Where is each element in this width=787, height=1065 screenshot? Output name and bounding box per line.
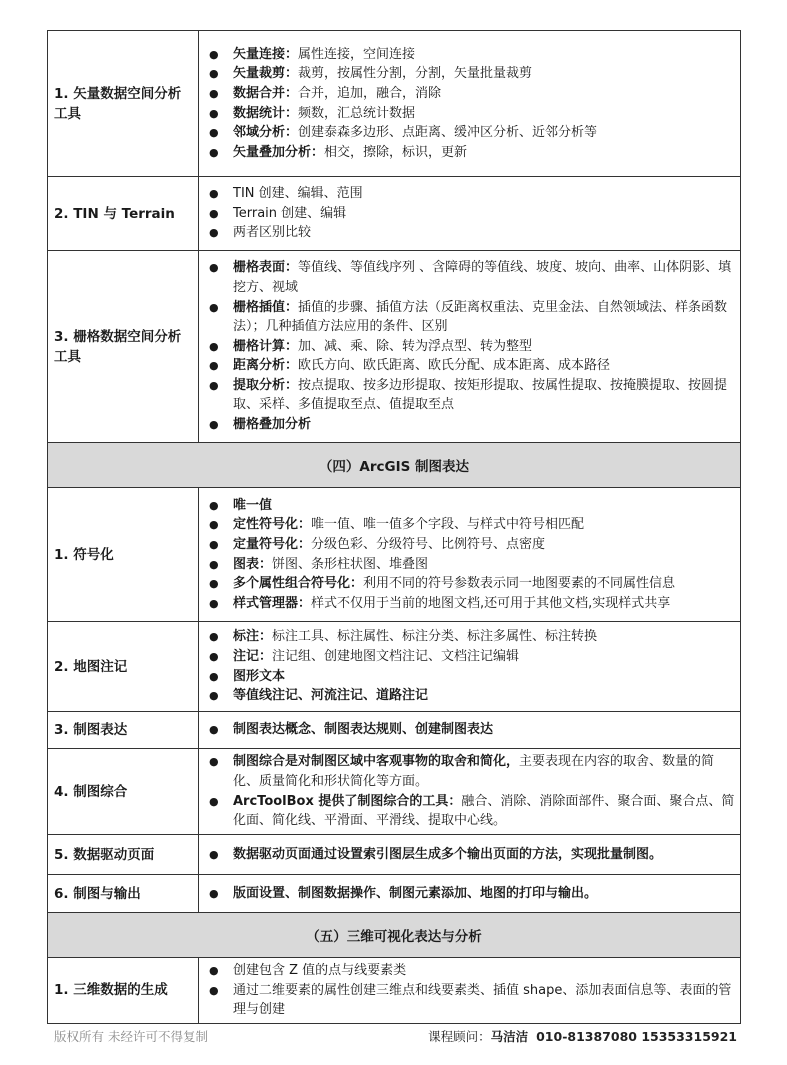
bullet-list (207, 961, 736, 1020)
item-label: 唯一值 (233, 497, 273, 513)
bullet-list (207, 496, 736, 614)
topic-title: 6. 制图与输出 (48, 875, 199, 913)
item-separator: ： (285, 338, 299, 354)
advisor-prefix: 课程顾问： (428, 1029, 491, 1044)
topic-row (48, 177, 741, 251)
bullet-item (207, 515, 736, 535)
bullet-list (207, 752, 736, 830)
item-text: 主要表现在内容的取舍、数量的简化、质量简化和形状简化等方面。 (233, 754, 715, 789)
item-label: 栅格插值 (233, 299, 286, 315)
topic-title: 2. TIN 与 Terrain (48, 177, 199, 251)
bullet-item (207, 594, 736, 614)
item-text: 插值的步骤、插值方法（反距离权重法、克里金法、自然领域法、样条函数法）；几种插值方法应用的条件、区别 (233, 299, 728, 335)
item-label: 图表 (233, 556, 260, 572)
item-separator: ， (506, 754, 520, 770)
item-label: 矢量叠加分析 (233, 144, 312, 160)
bullet-item (207, 356, 736, 376)
item-text: 融合、消除、消除面部件、聚合面、聚合点、简化面、简化线、平滑面、平滑线、提取中心线。 (233, 793, 735, 829)
advisor-name: 马洁洁 (490, 1029, 529, 1044)
item-text: 唯一值、唯一值多个字段、与样式中符号相匹配 (311, 517, 585, 533)
item-label: 数据合并 (233, 85, 286, 101)
item-text: 通过二维要素的属性创建三维点和线要素类、插值 shape、添加表面信息等、表面的管理与创建 (233, 982, 732, 1018)
bullet-item (207, 535, 736, 555)
item-label: 距离分析 (233, 358, 286, 374)
bullet-item (207, 574, 736, 594)
item-label: 栅格叠加分析 (233, 417, 312, 433)
course-advisor (428, 1027, 737, 1045)
bullet-item (207, 555, 736, 575)
bullet-item (207, 981, 736, 1020)
bullet-item (207, 337, 736, 357)
item-text: 样式不仅用于当前的地图文档,还可用于其他文档,实现样式共享 (311, 595, 671, 611)
item-separator: ： (285, 260, 299, 276)
item-text: 按点提取、按多边形提取、按矩形提取、按属性提取、按掩膜提取、按圆提取、采样、多值提取至点、值提取至点 (233, 377, 728, 413)
bullet-item (207, 298, 736, 337)
topic-content (199, 875, 741, 913)
topic-title: 3. 制图表达 (48, 712, 199, 749)
bullet-item (207, 496, 736, 516)
bullet-item (207, 45, 736, 65)
topic-content (199, 749, 741, 835)
item-text: 属性连接，空间连接 (298, 46, 416, 62)
topic-title: 5. 数据驱动页面 (48, 835, 199, 875)
item-text: TIN 创建、编辑、范围 (233, 186, 363, 202)
item-text: 等值线、等值线序列 、含障碍的等值线、坡度、坡向、曲率、山体阴影、填挖方、视域 (233, 260, 732, 295)
topic-content (199, 712, 741, 749)
bullet-list (207, 884, 736, 904)
item-separator: ： (285, 377, 299, 393)
bullet-item (207, 123, 736, 143)
bullet-item (207, 627, 736, 647)
item-label: 数据统计 (233, 105, 286, 121)
bullet-list (207, 258, 736, 434)
bullet-list (207, 45, 736, 163)
item-separator: ： (259, 648, 273, 664)
item-text: 标注工具、标注属性、标注分类、标注多属性、标注转换 (272, 629, 598, 645)
topic-content (199, 31, 741, 177)
topic-title: 2. 地图注记 (48, 622, 199, 712)
item-label: 栅格表面 (233, 260, 286, 276)
section-header-row (48, 443, 741, 488)
bullet-item (207, 143, 736, 163)
item-separator: ： (259, 629, 273, 645)
item-text: 欧氏方向、欧氏距离、欧氏分配、成本距离、成本路径 (298, 358, 611, 374)
item-separator: ： (285, 85, 299, 101)
item-separator: ： (298, 536, 312, 552)
item-text: 分级色彩、分级符号、比例符号、点密度 (311, 536, 546, 552)
advisor-phones: 010-81387080 15353315921 (536, 1029, 737, 1044)
item-text: 两者区别比较 (233, 225, 312, 241)
bullet-item (207, 104, 736, 124)
item-label: 等值线注记、河流注记、道路注记 (233, 688, 429, 704)
section-title: （四）ArcGIS 制图表达 (48, 443, 741, 488)
item-label: 制图表达概念、制图表达规则、创建制图表达 (233, 722, 494, 738)
topic-row (48, 958, 741, 1024)
topic-row (48, 251, 741, 443)
topic-row (48, 31, 741, 177)
bullet-item (207, 792, 736, 831)
topic-row (48, 488, 741, 622)
bullet-list (207, 720, 736, 740)
item-text: 加、减、乘、除、转为浮点型、转为整型 (298, 338, 533, 354)
bullet-item (207, 752, 736, 791)
bullet-item (207, 204, 736, 224)
item-text: 创建泰森多边形、点距离、缓冲区分析、近邻分析等 (298, 125, 598, 141)
bullet-item (207, 686, 736, 706)
item-separator: ： (285, 46, 299, 62)
item-label: 多个属性组合符号化 (233, 576, 351, 592)
item-separator: ： (448, 793, 462, 809)
topic-row (48, 622, 741, 712)
item-label: 标注 (233, 629, 260, 645)
item-separator: ： (298, 517, 312, 533)
topic-content (199, 177, 741, 251)
item-separator: ： (285, 358, 299, 374)
item-label: 注记 (233, 648, 260, 664)
bullet-item (207, 647, 736, 667)
bullet-list (207, 845, 736, 865)
item-separator: ： (285, 105, 299, 121)
item-text: 频数，汇总统计数据 (298, 105, 416, 121)
topic-title: 1. 矢量数据空间分析工具 (48, 31, 199, 177)
bullet-item (207, 376, 736, 415)
topic-content (199, 958, 741, 1024)
item-label: 数据驱动页面通过设置索引图层生成多个输出页面的方法，实现批量制图。 (233, 846, 663, 862)
item-label: 矢量连接 (233, 46, 286, 62)
item-label: ArcToolBox 提供了制图综合的工具 (233, 793, 449, 809)
item-label: 邻域分析 (233, 125, 286, 141)
item-separator: ： (285, 125, 299, 141)
item-text: Terrain 创建、编辑 (233, 205, 347, 221)
bullet-item (207, 258, 736, 297)
item-label: 提取分析 (233, 377, 286, 393)
item-separator: ： (285, 299, 299, 315)
topic-title: 1. 符号化 (48, 488, 199, 622)
topic-row (48, 835, 741, 875)
item-separator: ： (298, 595, 312, 611)
syllabus-table (47, 30, 741, 1024)
item-label: 定性符号化 (233, 517, 299, 533)
item-separator: ： (259, 556, 273, 572)
item-separator: ： (285, 66, 299, 82)
item-text: 饼图、条形柱状图、堆叠图 (272, 556, 429, 572)
item-label: 样式管理器 (233, 595, 299, 611)
copyright-notice: 版权所有 未经许可不得复制 (54, 1029, 208, 1044)
item-text: 利用不同的符号参数表示同一地图要素的不同属性信息 (363, 576, 676, 592)
topic-title: 1. 三维数据的生成 (48, 958, 199, 1024)
topic-content (199, 251, 741, 443)
topic-title: 3. 栅格数据空间分析工具 (48, 251, 199, 443)
item-label: 版面设置、制图数据操作、制图元素添加、地图的打印与输出。 (233, 885, 598, 901)
bullet-item (207, 415, 736, 435)
topic-content (199, 488, 741, 622)
item-text: 创建包含 Z 值的点与线要素类 (233, 963, 407, 978)
bullet-item (207, 961, 736, 981)
bullet-item (207, 84, 736, 104)
bullet-list (207, 184, 736, 243)
bullet-item (207, 223, 736, 243)
bullet-item (207, 720, 736, 740)
topic-title: 4. 制图综合 (48, 749, 199, 835)
item-label: 定量符号化 (233, 536, 299, 552)
bullet-item (207, 884, 736, 904)
section-title: （五）三维可视化表达与分析 (48, 913, 741, 958)
topic-row (48, 875, 741, 913)
item-text: 裁剪，按属性分割，分割，矢量批量裁剪 (298, 66, 533, 82)
item-label: 图形文本 (233, 668, 286, 684)
topic-row (48, 749, 741, 835)
topic-content (199, 835, 741, 875)
bullet-item (207, 845, 736, 865)
section-header-row (48, 913, 741, 958)
item-separator: ： (311, 144, 325, 160)
item-separator: ： (350, 576, 364, 592)
item-text: 合并，追加，融合，消除 (298, 85, 442, 101)
item-label: 矢量裁剪 (233, 66, 286, 82)
bullet-item (207, 184, 736, 204)
bullet-item (207, 64, 736, 84)
bullet-item (207, 667, 736, 687)
topic-content (199, 622, 741, 712)
item-text: 相交，擦除，标识，更新 (324, 144, 468, 160)
syllabus-body (48, 31, 741, 1024)
item-label: 制图综合是对制图区域中客观事物的取舍和简化 (233, 754, 507, 770)
bullet-list (207, 627, 736, 705)
topic-row (48, 712, 741, 749)
item-text: 注记组、创建地图文档注记、文档注记编辑 (272, 648, 520, 664)
item-label: 栅格计算 (233, 338, 286, 354)
